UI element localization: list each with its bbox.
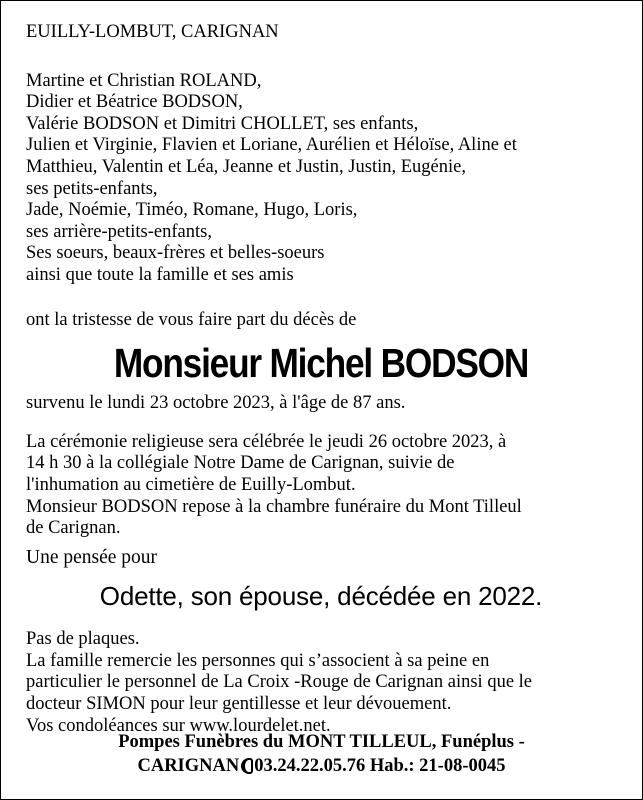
closing-line: particulier le personnel de La Croix -Rouge de Carignan ainsi que le <box>26 672 533 693</box>
phone-icon <box>241 758 253 774</box>
spouse-line: Odette, son épouse, décédée en 2022. <box>99 581 543 612</box>
announcement-text: ont la tristesse de vous faire part du décès de <box>26 309 357 330</box>
family-line: Didier et Béatrice BODSON, <box>26 92 243 113</box>
family-line: ainsi que toute la famille et ses amis <box>26 264 294 285</box>
thought-intro: Une pensée pour <box>26 546 158 568</box>
family-line: ses arrière-petits-enfants, <box>26 221 212 242</box>
funeral-home-city: CARIGNAN <box>137 756 240 776</box>
funeral-home-name: Pompes Funèbres du MONT TILLEUL, Funéplus - <box>118 732 525 752</box>
closing-line: Pas de plaques. <box>26 629 140 650</box>
ceremony-line: 14 h 30 à la collégiale Notre Dame de Carignan, suivie de <box>26 453 455 474</box>
ceremony-details <box>26 432 616 540</box>
closing-line: La famille remercie les personnes qui s’associent à sa peine en <box>26 650 490 671</box>
funeral-home-contact <box>0 754 643 778</box>
death-notice <box>26 18 616 737</box>
location-header: EUILLY-LOMBUT, CARIGNAN <box>26 22 279 42</box>
family-line: Matthieu, Valentin et Léa, Jeanne et Justin, Justin, Eugénie, <box>26 156 466 177</box>
ceremony-line: Monsieur BODSON repose à la chambre funéraire du Mont Tilleul <box>26 496 522 517</box>
ceremony-line: l'inhumation au cimetière de Euilly-Lombut. <box>26 474 356 495</box>
ceremony-line: La cérémonie religieuse sera célébrée le jeudi 26 octobre 2023, à <box>26 431 507 452</box>
family-line: Ses soeurs, beaux-frères et belles-soeurs <box>26 243 325 264</box>
closing-notes <box>26 629 616 737</box>
family-line: Martine et Christian ROLAND, <box>26 70 262 91</box>
family-line: Julien et Virginie, Flavien et Loriane, Aurélien et Héloïse, Aline et <box>26 135 517 156</box>
death-info: survenu le lundi 23 octobre 2023, à l'âge de 87 ans. <box>26 393 406 414</box>
family-line: Valérie BODSON et Dimitri CHOLLET, ses enfants, <box>26 113 419 134</box>
ceremony-line: de Carignan. <box>26 518 121 539</box>
family-line: Jade, Noémie, Timéo, Romane, Hugo, Loris, <box>26 200 358 221</box>
license-number: Hab.: 21-08-0045 <box>369 756 506 776</box>
family-line: ses petits-enfants, <box>26 178 158 199</box>
phone-number: 03.24.22.05.76 <box>254 756 366 776</box>
funeral-home-footer <box>0 730 643 778</box>
deceased-name: Monsieur Michel BODSON <box>113 340 529 387</box>
family-list <box>26 71 616 287</box>
closing-line: Vos condoléances sur www.lourdelet.net. <box>26 715 331 736</box>
closing-line: docteur SIMON pour leur gentillesse et leur dévouement. <box>26 694 452 715</box>
